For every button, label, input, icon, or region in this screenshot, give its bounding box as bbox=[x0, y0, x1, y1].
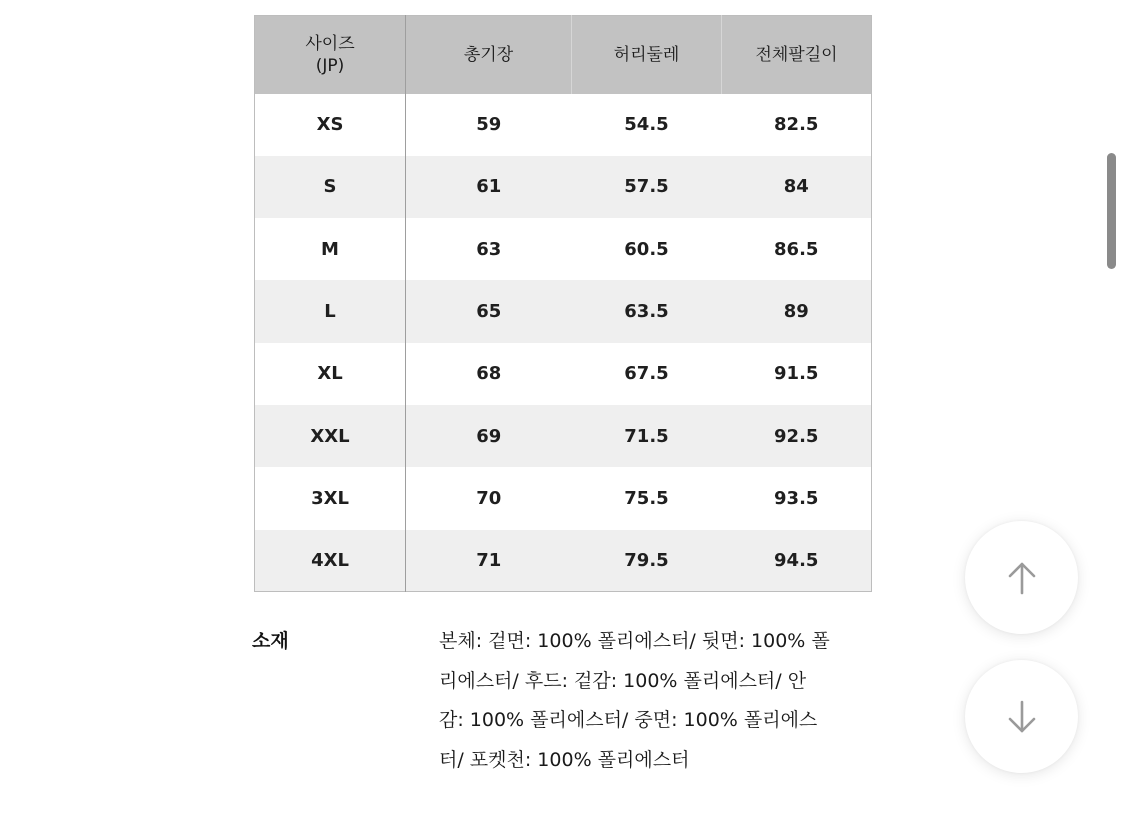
cell-sleeve-length: 89 bbox=[783, 301, 809, 323]
cell-sleeve-length: 94.5 bbox=[774, 549, 819, 571]
scrollbar-thumb[interactable] bbox=[1107, 153, 1116, 269]
scroll-to-bottom-button[interactable] bbox=[965, 660, 1078, 773]
cell-size: S bbox=[255, 156, 406, 218]
cell-waist: 71.5 bbox=[624, 425, 669, 447]
cell-waist: 79.5 bbox=[624, 549, 669, 571]
cell-waist: 57.5 bbox=[624, 176, 669, 198]
cell-waist: 75.5 bbox=[624, 487, 669, 509]
scroll-to-top-button[interactable] bbox=[965, 521, 1078, 634]
table-row bbox=[255, 218, 872, 280]
cell-waist: 54.5 bbox=[624, 114, 669, 136]
header-sleeve-length: 전체팔길이 bbox=[755, 44, 838, 65]
cell-size: L bbox=[255, 280, 406, 342]
material-label: 소재 bbox=[252, 630, 289, 652]
material-description bbox=[439, 622, 879, 780]
cell-sleeve-length: 91.5 bbox=[774, 363, 819, 385]
cell-size: XS bbox=[255, 94, 406, 156]
cell-total-length: 61 bbox=[476, 176, 502, 198]
header-size-line1: 사이즈 bbox=[305, 33, 355, 54]
cell-total-length: 68 bbox=[476, 363, 502, 385]
material-line: 터/ 포켓천: 100% 폴리에스터 bbox=[439, 748, 690, 771]
cell-size: 4XL bbox=[255, 530, 406, 592]
table-row bbox=[255, 467, 872, 529]
material-line: 본체: 겉면: 100% 폴리에스터/ 뒷면: 100% 폴 bbox=[439, 630, 830, 652]
cell-size: M bbox=[255, 218, 406, 280]
cell-total-length: 70 bbox=[476, 487, 502, 509]
material-line: 리에스터/ 후드: 겉감: 100% 폴리에스터/ 안 bbox=[439, 669, 807, 692]
cell-total-length: 59 bbox=[476, 114, 502, 136]
cell-total-length: 71 bbox=[476, 549, 502, 571]
table-row bbox=[255, 343, 872, 405]
cell-sleeve-length: 82.5 bbox=[774, 114, 819, 136]
cell-waist: 67.5 bbox=[624, 363, 669, 385]
cell-total-length: 63 bbox=[476, 238, 502, 260]
header-waist: 허리둘레 bbox=[572, 16, 722, 94]
cell-waist: 60.5 bbox=[624, 238, 669, 260]
cell-total-length: 65 bbox=[476, 301, 502, 323]
cell-size: 3XL bbox=[255, 467, 406, 529]
size-chart-body bbox=[255, 94, 872, 592]
header-size-jp bbox=[255, 16, 406, 94]
size-chart-header-row bbox=[255, 16, 872, 94]
table-row bbox=[255, 530, 872, 592]
cell-sleeve-length: 84 bbox=[783, 176, 809, 198]
table-row bbox=[255, 94, 872, 156]
arrow-up-icon bbox=[1002, 558, 1042, 598]
cell-sleeve-length: 92.5 bbox=[774, 425, 819, 447]
table-row bbox=[255, 280, 872, 342]
size-chart-table bbox=[254, 15, 872, 592]
header-total-length: 총기장 bbox=[406, 16, 572, 94]
cell-sleeve-length: 93.5 bbox=[774, 487, 819, 509]
cell-total-length: 69 bbox=[476, 425, 502, 447]
table-row bbox=[255, 405, 872, 467]
table-row bbox=[255, 156, 872, 218]
material-line: 감: 100% 폴리에스터/ 중면: 100% 폴리에스 bbox=[439, 709, 818, 731]
header-size-line2: (JP) bbox=[315, 55, 345, 76]
cell-size: XL bbox=[255, 343, 406, 405]
cell-size: XXL bbox=[255, 405, 406, 467]
arrow-down-icon bbox=[1002, 697, 1042, 737]
cell-sleeve-length: 86.5 bbox=[774, 238, 819, 260]
cell-waist: 63.5 bbox=[624, 301, 669, 323]
